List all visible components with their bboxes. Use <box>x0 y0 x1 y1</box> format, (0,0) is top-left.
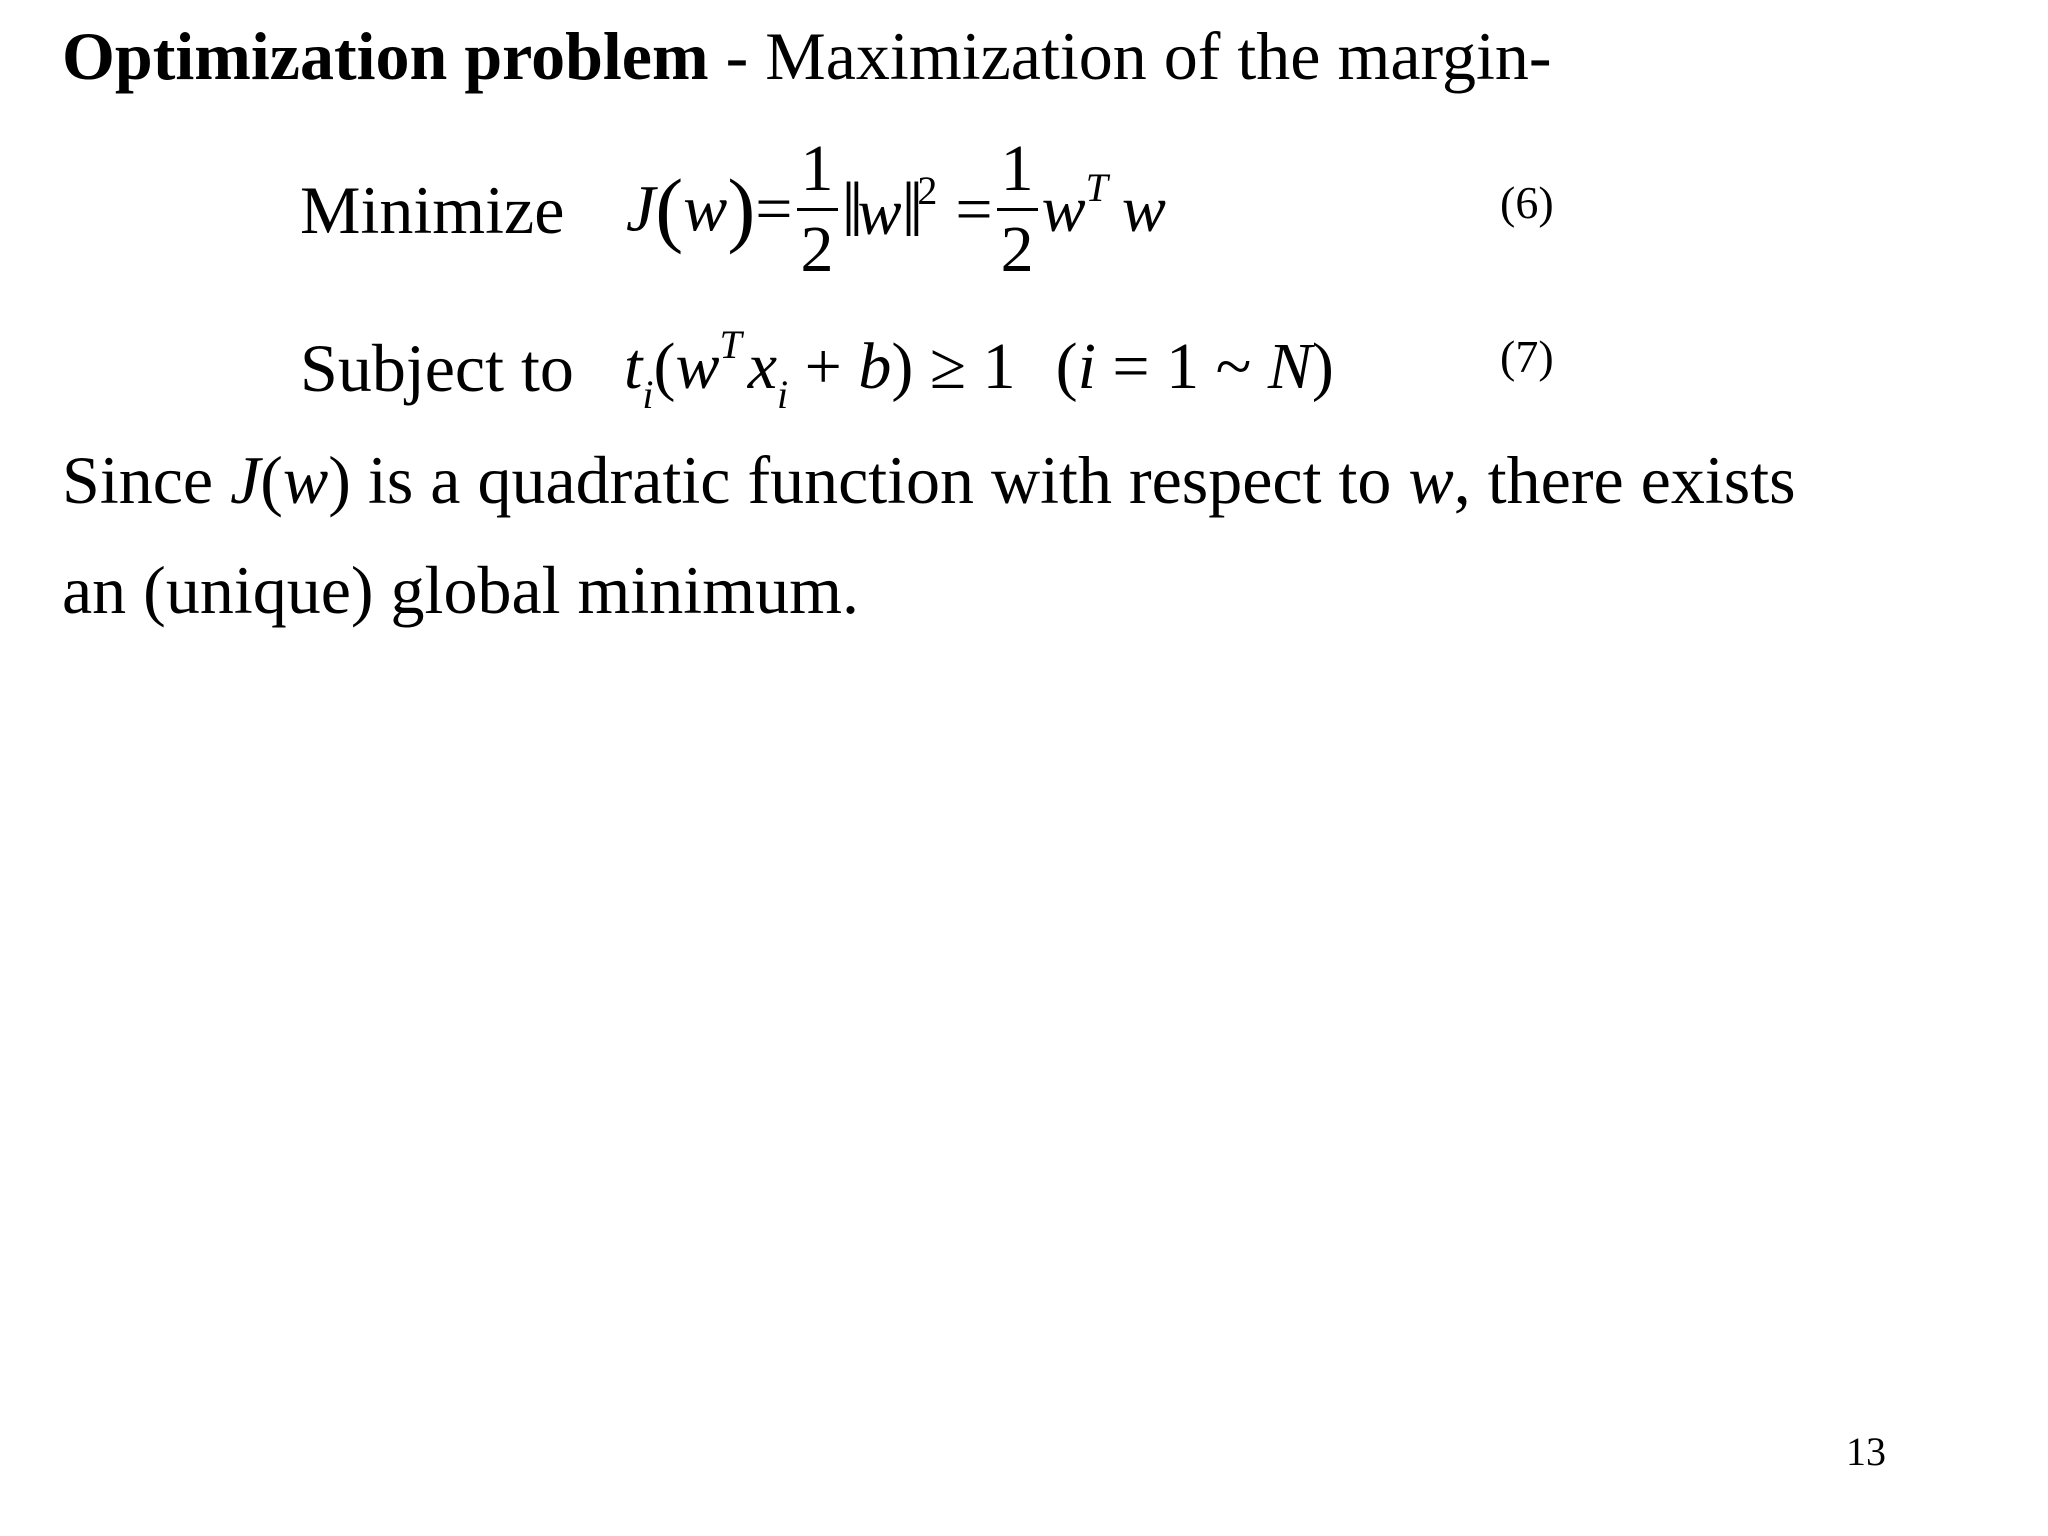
eq6-frac-2-num: 1 <box>1000 132 1034 205</box>
eq6-J: J <box>626 172 656 246</box>
eq6-wT-w: w <box>1041 172 1086 246</box>
eq6-frac-1 <box>797 132 838 286</box>
eq6-number: (6) <box>1500 177 1554 228</box>
eq7-label: Subject to <box>300 330 574 406</box>
eq6-frac-2-den: 2 <box>1000 213 1034 286</box>
eq7-one: 1 <box>982 330 1016 403</box>
eq6-w: w <box>683 172 728 246</box>
eq7-t: t <box>624 330 643 403</box>
eq7-N: N <box>1267 330 1312 403</box>
body-end: , there exists <box>1453 442 1796 518</box>
eq7-x: x <box>747 330 778 403</box>
slide-title <box>62 18 1552 94</box>
eq6-frac-1-num: 1 <box>800 132 834 205</box>
eq7-w: w <box>675 330 720 403</box>
eq6-label: Minimize <box>300 172 565 248</box>
body-J: J <box>230 442 261 518</box>
eq6-frac-2 <box>997 132 1038 286</box>
body-line-2: an (unique) global minimum. <box>62 552 859 628</box>
eq6-frac-1-den: 2 <box>800 213 834 286</box>
body-since: Since <box>62 442 231 518</box>
eq7-i-range: i <box>1077 330 1096 403</box>
eq7-b: b <box>858 330 892 403</box>
eq6-sup-T: T <box>1085 164 1108 210</box>
eq7-sup-T: T <box>719 322 742 367</box>
eq6-formula: J(w)= $\frac{1}{2}$ ‖w‖$^2$ = $\frac{1}{2}$ $w^T$ w <box>626 132 1166 286</box>
body-mid: is a quadratic function with respect to <box>350 442 1409 518</box>
eq6-last-w: w <box>1121 172 1166 246</box>
eq6-sup-2: 2 <box>917 167 938 213</box>
eq6-norm-w: w <box>857 175 902 249</box>
eq7-formula: $t_i(w^Tx_i + b) \ge 1$ (i = 1 ~ N) <box>624 322 1334 417</box>
eq7-sub-i-2: i <box>777 372 789 417</box>
eq7-sub-i-1: i <box>642 372 654 417</box>
eq7-number: (7) <box>1500 331 1554 382</box>
slide-title-rest: - Maximization of the margin- <box>708 18 1552 94</box>
body-w-arg: w <box>282 442 329 518</box>
body-line-1: Since J(w) is a quadratic function with respect to w, there exists <box>62 442 1796 518</box>
eq7-one-range: 1 <box>1166 330 1200 403</box>
slide-title-bold: Optimization problem <box>62 18 709 94</box>
body-w-resp: w <box>1408 442 1454 518</box>
page-number: 13 <box>1846 1429 1886 1474</box>
